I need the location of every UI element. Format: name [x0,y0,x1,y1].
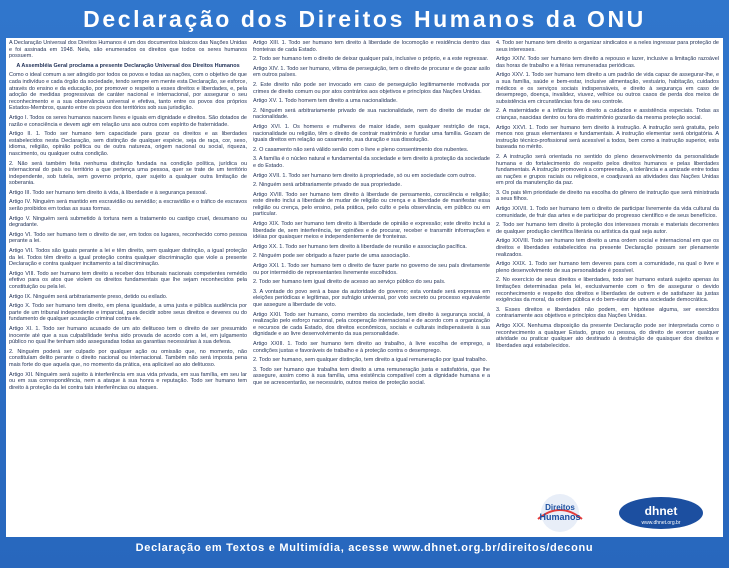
preamble-paragraph: Como o ideal comum a ser atingido por todos os povos e todas as nações, com o objetivo de que cada indivíduo e cada órgão da sociedade, tendo sempre em mente esta Declaração, se esforce, através do ensino e da educação, por promover o respeito a esses direitos e liberdades, e, pela adoção de medidas progressivas de caráter nacional e internacional, por assegurar o seu reconhecimento e a sua observância universal e efetiva, tanto entre os povos dos próprios Estados-Membros, quanto entre os povos dos territórios sob sua jurisdição. [9,72,247,112]
logo-dhnet-url: www.dhnet.org.br [641,520,681,526]
article-2-2: 2. Não será também feita nenhuma distinção fundada na condição política, jurídica ou internacional do país ou território a que pertença uma pessoa, quer se trate de um território independente, sob tutela, sem governo próprio, quer sujeito a qualquer outra limitação de soberania. [9,160,247,187]
article-25-2: 2. A maternidade e a infância têm direito a cuidados e assistência especiais. Todas as crianças, nascidas dentro ou fora do matrimônio gozarão da mesma proteção social. [496,108,719,121]
logo-humanos-text: Humanos [539,512,581,522]
article-5: Artigo V. Ninguém será submetido à tortura nem a tratamento ou castigo cruel, desumano ou degradante. [9,215,247,229]
article-27-2: 2. Todo ser humano tem direito à proteção dos interesses morais e materiais decorrentes de qualquer produção científica literária ou artística da qual seja autor. [496,222,719,235]
direitos-humanos-logo[interactable] [524,493,596,533]
article-11-2: 2. Ninguém poderá ser culpado por qualquer ação ou omissão que, no momento, não constituíam delito perante o direito nacional ou internacional. Também não será imposta pena mais forte do que aquela que, no momento da prática, era aplicável ao ato delituoso. [9,348,247,368]
article-9: Artigo IX. Ninguém será arbitrariamente preso, detido ou exilado. [9,293,168,300]
article-26-3: 3. Os pais têm prioridade de direito na escolha do gênero de instrução que será ministrada a seus filhos. [496,189,719,203]
logo-dhnet-text: dhnet [644,504,678,518]
article-23-2: 2. Todo ser humano, sem qualquer distinção, tem direito a igual remuneração por igual trabalho. [253,357,488,364]
logo-direitos-text: Direitos [545,503,575,512]
article-16-3: 3. A família é o núcleo natural e fundamental da sociedade e tem direito à proteção da sociedade e do Estado. [253,156,490,169]
article-14-1: Artigo XIV. 1. Todo ser humano, vítima de perseguição, tem o direito de procurar e de gozar asilo em outros países. [253,65,490,79]
article-10: Artigo X. Todo ser humano tem direito, em plena igualdade, a uma justa e pública audiência por parte de um tribunal independente e imparcial, para decidir sobre seus direitos e deveres ou do fundamento de qualquer acusação criminal contra ele. [9,303,247,323]
article-24: Artigo XXIV. Todo ser humano tem direito a repouso e lazer, inclusive a limitação razoável das horas de trabalho e a férias remuneradas periódicas. [496,56,719,69]
article-29-1: Artigo XXIX. 1. Todo ser humano tem deveres para com a comunidade, na qual o livre e pleno desenvolvimento de sua personalidade é possível. [496,261,719,274]
article-4: Artigo IV. Ninguém será mantido em escravidão ou servidão; a escravidão e o tráfico de escravos serão proibidos em todas as suas formas. [9,199,247,213]
article-1: Artigo I. Todos os seres humanos nascem livres e iguais em dignidade e direitos. São dotados de razão e consciência e devem agir em relação uns aos outros com espírito de fraternidade. [9,114,247,128]
article-16-2: 2. O casamento não será válido senão com o livre e pleno consentimento dos nubentes. [253,146,469,153]
article-21-1: Artigo XXI. 1. Todo ser humano tem o direito de fazer parte no governo de seu país diretamente ou por intermédio de representantes livremente escolhidos. [253,263,490,276]
column-2 [253,40,490,535]
article-16-1: Artigo XVI. 1. Os homens e mulheres de maior idade, sem qualquer restrição de raça, nacionalidade ou religião, têm o direito de contrair matrimônio e fundar uma família. Gozam de iguais direitos em relação ao casamento, sua duração e sua dissolução. [253,123,490,144]
article-18: Artigo XVIII. Todo ser humano tem direito à liberdade de pensamento, consciência e religião; este direito inclui a liberdade de mudar de religião ou crença e a liberdade de manifestar essa religião ou crença, pelo ensino, pela prática, pelo culto e pela observância, em público ou em particular. [253,191,490,218]
article-25-1: Artigo XXV. 1. Todo ser humano tem direito a um padrão de vida capaz de assegurar-lhe, e a sua família, saúde e bem-estar, inclusive alimentação, vestuário, habitação, cuidados médicos e os serviços sociais indispensáveis, e direito à segurança em caso de desemprego, doença, invalidez, viuvez, velhice ou outros casos de perda dos meios de subsistência em circunstâncias fora de seu controle. [496,72,719,105]
article-13-2: 2. Todo ser humano tem o direito de deixar qualquer país, inclusive o próprio, e a este regressar. [253,56,489,63]
page-title: Declaração dos Direitos Humanos da ONU [83,6,646,32]
article-21-2: 2. Todo ser humano tem igual direito de acesso ao serviço público do seu país. [253,279,446,286]
assembly-heading: A Assembléia Geral proclama a presente Declaração Universal dos Direitos Humanos [16,62,240,69]
article-20-2: 2. Ninguém pode ser obrigado a fazer parte de uma associação. [253,253,410,260]
article-8: Artigo VIII. Todo ser humano tem direito a receber dos tribunais nacionais competentes remédio efetivo para os atos que violem os direitos fundamentais que lhe sejam reconhecidos pela constituição ou pela lei. [9,270,247,290]
article-22: Artigo XXII. Todo ser humano, como membro da sociedade, tem direito à segurança social, à realização pelo esforço nacional, pela cooperação internacional e de acordo com a organização e recursos de cada Estado, dos direitos econômicos, sociais e culturais indispensáveis à sua dignidade e ao livre desenvolvimento da sua personalidade. [253,311,490,338]
declaration-panel [6,38,723,537]
article-17-2: 2. Ninguém será arbitrariamente privado de sua propriedade. [253,182,402,189]
article-3: Artigo III. Todo ser humano tem direito à vida, à liberdade e à segurança pessoal. [9,189,208,196]
article-15-2: 2. Ninguém será arbitrariamente privado de sua nacionalidade, nem do direito de mudar de nacionalidade. [253,107,490,121]
article-23-1: Artigo XXIII. 1. Todo ser humano tem direito ao trabalho, à livre escolha de emprego, a condições justas e favoráveis de trabalho e à proteção contra o desemprego. [253,340,490,354]
article-27-1: Artigo XXVII. 1. Todo ser humano tem o direito de participar livremente da vida cultural da comunidade, de fruir das artes e de participar do progresso científico e de seus benefícios. [496,206,719,219]
footer-link-text[interactable]: Declaração em Textos e Multimídia, acesse www.dhnet.org.br/direitos/deconu [135,542,594,554]
article-20-1: Artigo XX. 1. Todo ser humano tem direito à liberdade de reunião e associação pacífica. [253,243,467,250]
article-13-1: Artigo XIII. 1. Todo ser humano tem direito à liberdade de locomoção e residência dentro das fronteiras de cada Estado. [253,40,490,53]
article-23-3: 3. Todo ser humano que trabalha tem direito a uma remuneração justa e satisfatória, que lhe assegure, assim como à sua família, uma existência compatível com a dignidade humana e a que se acrescentarão, se necessário, outros meios de proteção social. [253,366,490,386]
article-15-1: Artigo XV. 1. Todo homem tem direito a uma nacionalidade. [253,98,398,105]
article-6: Artigo VI. Todo ser humano tem o direito de ser, em todos os lugares, reconhecido como pessoa perante a lei. [9,231,247,245]
article-26-1: Artigo XXVI. 1. Todo ser humano tem direito à instrução. A instrução será gratuita, pelo menos nos graus elementares e fundamentais. A instrução elementar será obrigatória. A instrução técnico-profissional será acessível a todos, bem como a instrução superior, esta baseada no mérito. [496,124,719,151]
article-29-3: 3. Esses direitos e liberdades não podem, em hipótese alguma, ser exercidos contrariamente aos objetivos e princípios das Nações Unidas. [496,306,719,320]
article-11-1: Artigo XI. 1. Todo ser humano acusado de um ato delituoso tem o direito de ser presumido inocente até que a sua culpabilidade tenha sido provada de acordo com a lei, em julgamento público no qual lhe tenham sido asseguradas todas as garantias necessárias à sua defesa. [9,325,247,346]
article-14-2: 2. Este direito não pode ser invocado em caso de perseguição legitimamente motivada por crimes de direito comum ou por atos contrários aos objetivos e princípios das Nações Unidas. [253,81,490,95]
article-17-1: Artigo XVII. 1. Todo ser humano tem direito à propriedade, só ou em sociedade com outros. [253,172,477,179]
dhnet-logo[interactable] [616,495,706,531]
article-21-3: 3. A vontade do povo será a base da autoridade do governo; esta vontade será expressa em eleições periódicas e legítimas, por sufrágio universal, por voto secreto ou processo equivalente que assegure a liberdade de voto. [253,288,490,308]
article-19: Artigo XIX. Todo ser humano tem direito à liberdade de opinião e expressão; este direito inclui a liberdade de, sem interferência, ter opiniões e de procurar, receber e transmitir informações e idéias por quaisquer meios e independentemente de fronteiras. [253,221,490,241]
article-29-2: 2. No exercício de seus direitos e liberdades, todo ser humano estará sujeito apenas às limitações determinadas pela lei, exclusivamente com o fim de assegurar o devido reconhecimento e respeito dos direitos e liberdades de outrem e de satisfazer às justas exigências da moral, da ordem pública e do bem-estar de uma sociedade democrática. [496,277,719,304]
article-12: Artigo XII. Ninguém será sujeito à interferência em sua vida privada, em sua família, em seu lar ou em sua correspondência, nem a ataque à sua honra e reputação. Todo ser humano tem direito à proteção da lei contra tais interferências ou ataques. [9,371,247,391]
article-23-4: 4. Todo ser humano tem direito a organizar sindicatos e a neles ingressar para proteção de seus interesses. [496,40,719,53]
logo-area [496,493,719,535]
article-7: Artigo VII. Todos são iguais perante a lei e têm direito, sem qualquer distinção, a igual proteção da lei. Todos têm direito a igual proteção contra qualquer discriminação que viole a presente Declaração e contra qualquer incitamento a tal discriminação. [9,248,247,268]
article-30: Artigo XXX. Nenhuma disposição da presente Declaração pode ser interpretada como o reconhecimento a qualquer Estado, grupo ou pessoa, do direito de exercer qualquer atividade ou praticar qualquer ato destinado à destruição de quaisquer dos direitos e liberdades aqui estabelecidos. [496,322,719,349]
column-3 [496,40,719,491]
article-28: Artigo XXVIII. Todo ser humano tem direito a uma ordem social e internacional em que os direitos e liberdades estabelecidos na presente Declaração possam ser plenamente realizados. [496,238,719,258]
article-2-1: Artigo II. 1. Todo ser humano tem capacidade para gozar os direitos e as liberdades estabelecidos nesta Declaração, sem distinção de qualquer espécie, seja de raça, cor, sexo, idioma, religião, opinião política ou de outra natureza, origem nacional ou social, riqueza, nascimento, ou qualquer outra condição. [9,131,247,157]
article-26-2: 2. A instrução será orientada no sentido do pleno desenvolvimento da personalidade humana e do fortalecimento do respeito pelos direitos humanos e pelas liberdades fundamentais. A instrução promoverá a compreensão, a tolerância e a amizade entre todas as nações e grupos raciais ou religiosos, e coadjuvará as atividades das Nações Unidas em prol da manutenção da paz. [496,153,719,187]
column-1 [9,40,247,535]
intro-paragraph: A Declaração Universal dos Direitos Humanos é um dos documentos básicos das Nações Unidas e foi assinada em 1948. Nela, são enumerados os direitos que todos os seres humanos possuem. [9,40,247,60]
